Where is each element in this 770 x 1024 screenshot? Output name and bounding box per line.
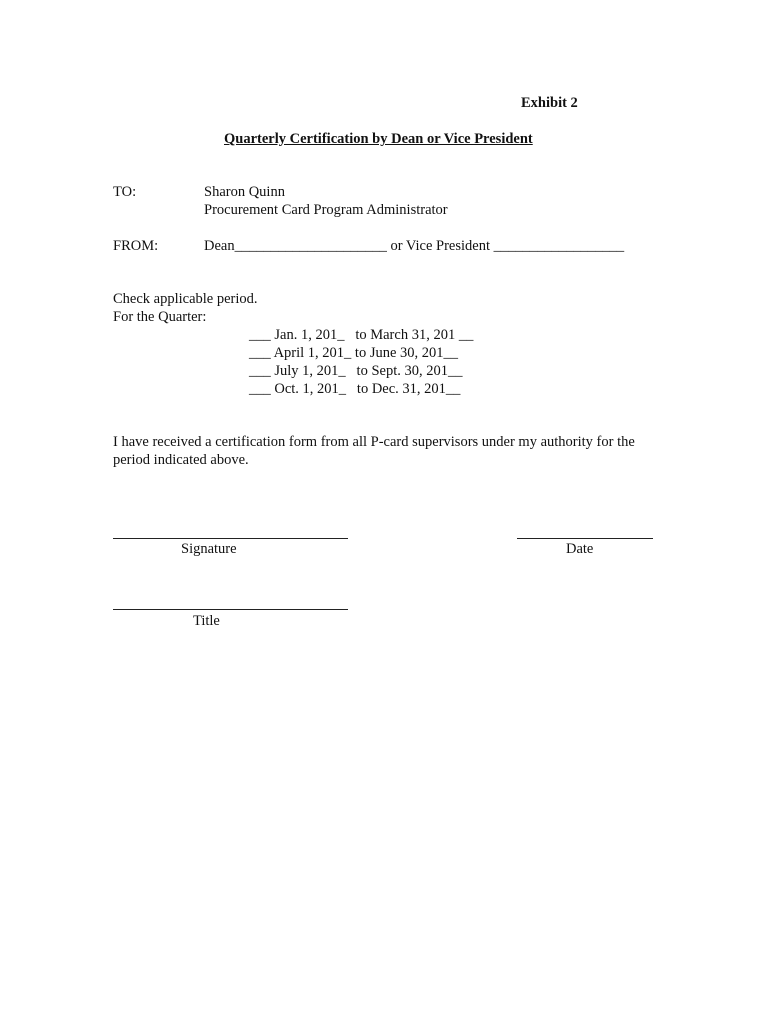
signature-line xyxy=(113,538,348,539)
quarter-label: For the Quarter: xyxy=(113,309,207,325)
quarter-option-q4: ___ Oct. 1, 201_ to Dec. 31, 201__ xyxy=(249,381,461,397)
title-label: Title xyxy=(193,613,220,629)
certification-statement-line-1: I have received a certification form from all P-card supervisors under my authority for the xyxy=(113,434,635,450)
title-line xyxy=(113,609,348,610)
certification-statement-line-2: period indicated above. xyxy=(113,452,249,468)
date-line xyxy=(517,538,653,539)
quarter-option-q3: ___ July 1, 201_ to Sept. 30, 201__ xyxy=(249,363,463,379)
quarter-option-q2: ___ April 1, 201_ to June 30, 201__ xyxy=(249,345,459,361)
period-instruction: Check applicable period. xyxy=(113,291,258,307)
quarter-option-q1: ___ Jan. 1, 201_ to March 31, 201 __ xyxy=(249,327,474,343)
to-role: Procurement Card Program Administrator xyxy=(204,202,448,218)
signature-label: Signature xyxy=(181,541,237,557)
date-label: Date xyxy=(566,541,594,557)
to-name: Sharon Quinn xyxy=(204,184,285,200)
to-label: TO: xyxy=(113,184,137,200)
from-fields: Dean_____________________ or Vice President __________________ xyxy=(204,238,625,254)
exhibit-label: Exhibit 2 xyxy=(521,95,578,111)
from-label: FROM: xyxy=(113,238,159,254)
form-title: Quarterly Certification by Dean or Vice President xyxy=(224,131,533,147)
